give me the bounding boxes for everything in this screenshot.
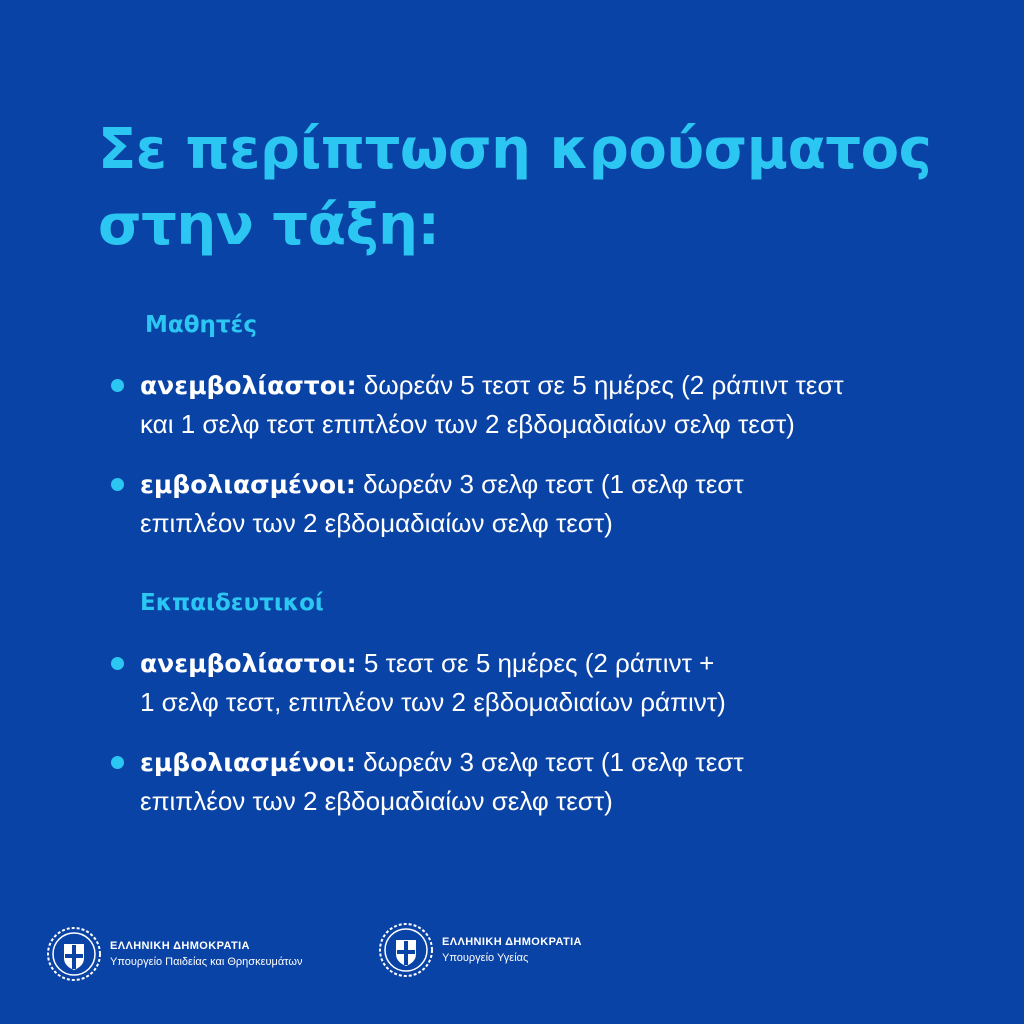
section-heading-teachers: Εκπαιδευτικοί	[140, 590, 324, 616]
bullet-icon	[111, 478, 124, 491]
item-term: ανεμβολίαστοι:	[140, 371, 357, 400]
title-line-2: στην τάξη:	[98, 193, 440, 258]
item-term: εμβολιασμένοι:	[140, 470, 356, 499]
item-text: δωρεάν 5 τεστ σε 5 ημέρες (2 ράπιντ τεστ	[356, 370, 844, 400]
list-item	[108, 743, 968, 820]
item-text: και 1 σελφ τεστ επιπλέον των 2 εβδομαδιαίων σελφ τεστ)	[140, 409, 795, 439]
logo-subtitle: Υπουργείο Υγείας	[442, 952, 529, 964]
item-text: επιπλέον των 2 εβδομαδιαίων σελφ τεστ)	[140, 786, 613, 816]
list-item	[108, 644, 968, 721]
item-term: ανεμβολίαστοι:	[140, 649, 357, 678]
item-text: δωρεάν 3 σελφ τεστ (1 σελφ τεστ	[355, 469, 744, 499]
title-line-1: Σε περίπτωση κρούσματος	[98, 117, 932, 182]
section-heading-students: Μαθητές	[145, 312, 257, 338]
item-text: 1 σελφ τεστ, επιπλέον των 2 εβδομαδιαίων ράπιντ)	[140, 687, 726, 717]
bullet-icon	[111, 657, 124, 670]
bullet-icon	[111, 756, 124, 769]
item-text: 5 τεστ σε 5 ημέρες (2 ράπιντ +	[356, 648, 715, 678]
list-item	[108, 465, 968, 542]
page-title	[98, 112, 938, 264]
list-item	[108, 366, 968, 443]
item-term: εμβολιασμένοι:	[140, 748, 356, 777]
greek-coat-of-arms-icon	[378, 922, 434, 978]
logo-title: ΕΛΛΗΝΙΚΗ ΔΗΜΟΚΡΑΤΙΑ	[110, 940, 250, 952]
item-text: δωρεάν 3 σελφ τεστ (1 σελφ τεστ	[355, 747, 744, 777]
students-list	[108, 366, 968, 564]
teachers-list	[108, 644, 968, 842]
ministry-health-logo	[378, 922, 582, 978]
logo-title: ΕΛΛΗΝΙΚΗ ΔΗΜΟΚΡΑΤΙΑ	[442, 936, 582, 948]
item-text: επιπλέον των 2 εβδομαδιαίων σελφ τεστ)	[140, 508, 613, 538]
greek-coat-of-arms-icon	[46, 926, 102, 982]
ministry-education-logo	[46, 926, 302, 982]
logo-subtitle: Υπουργείο Παιδείας και Θρησκευμάτων	[110, 956, 303, 968]
bullet-icon	[111, 379, 124, 392]
